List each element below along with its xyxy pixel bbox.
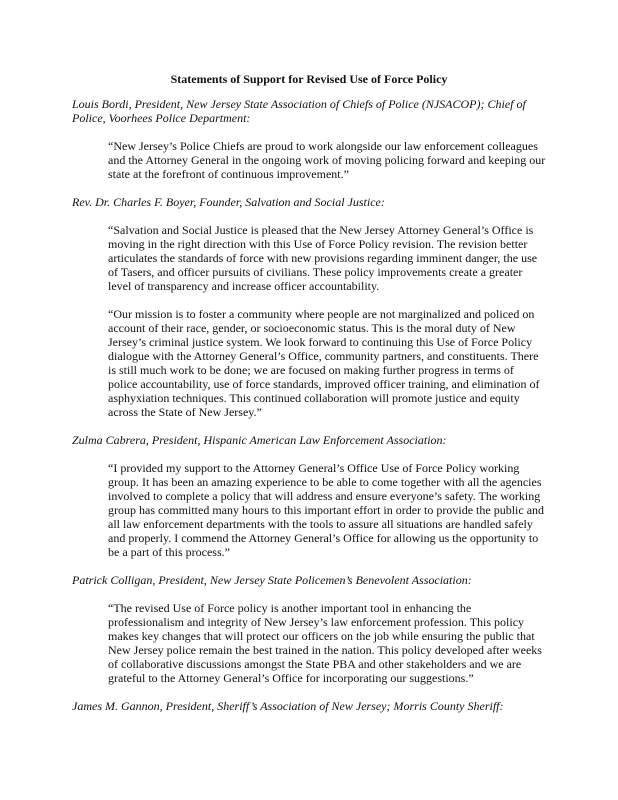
speaker-gannon: James M. Gannon, President, Sheriff’s Association of New Jersey; Morris County Sheriff: [72,699,504,713]
quote-colligan: “The revised Use of Force policy is another important tool in enhancing the professionalism and integrity of New Jersey’s law enforcement profession. This policy makes key changes that will protect our officers on the job while ensuring the public that New Jersey police remain the best trained in the nation. This policy developed after weeks of collaborative discussions amongst the State PBA and other stakeholders and we are grateful to the Attorney General’s Office for incorporating our suggestions.” [108,601,542,685]
quote-boyer-2: “Our mission is to foster a community where people are not marginalized and policed on account of their race, gender, or socioeconomic status. This is the moral duty of New Jersey’s criminal justice system. We look forward to continuing this Use of Force Policy dialogue with the Attorney General’s Office, community partners, and constituents. There is still much work to be done; we are focused on making further progress in terms of police accountability, use of force standards, improved officer training, and elimination of asphyxiation techniques. This continued collaboration will promote justice and equity across the State of New Jersey.” [108,307,540,419]
speaker-boyer: Rev. Dr. Charles F. Boyer, Founder, Salvation and Social Justice: [72,195,385,209]
speaker-cabrera: Zulma Cabrera, President, Hispanic American Law Enforcement Association: [72,433,447,447]
speaker-colligan: Patrick Colligan, President, New Jersey State Policemen’s Benevolent Association: [72,573,472,587]
quote-cabrera: “I provided my support to the Attorney General’s Office Use of Force Policy working group. It has been an amazing experience to be able to come together with all the agencies involved to complete a policy that will address and ensure everyone’s safety. The working group has committed many hours to this important effort in order to provide the public and all law enforcement departments with the tools to assure all situations are handled safely and properly. I commend the Attorney General’s Office for allowing us the opportunity to be a part of this process.” [108,461,545,559]
quote-boyer-1: “Salvation and Social Justice is pleased that the New Jersey Attorney General’s Office is moving in the right direction with this Use of Force Policy revision. The revision better articulates the standards of force with new provisions regarding imminent danger, the use of Tasers, and officer pursuits of civilians. These policy improvements create a greater level of transparency and increase officer accountability. [108,223,538,293]
quote-bordi: “New Jersey’s Police Chiefs are proud to work alongside our law enforcement colleagues and the Attorney General in the ongoing work of moving policing forward and keeping our state at the forefront of continuous improvement.” [108,139,546,181]
document-title: Statements of Support for Revised Use of Force Policy [170,72,448,86]
speaker-bordi: Louis Bordi, President, New Jersey State Association of Chiefs of Police (NJSACOP); Chief of Police, Voorhees Police Department: [72,97,526,125]
